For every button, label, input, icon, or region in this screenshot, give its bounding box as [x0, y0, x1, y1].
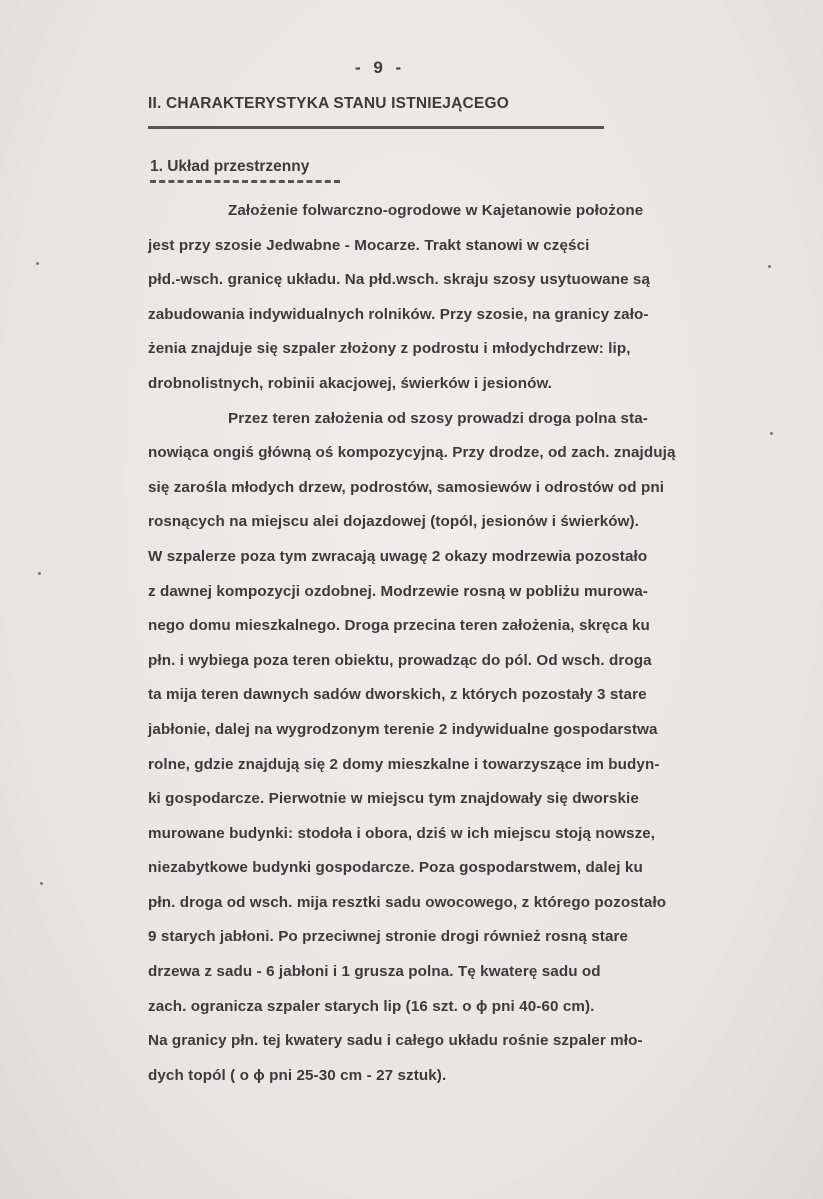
text-line: zabudowania indywidualnych rolników. Przy szosie, na granicy zało- — [148, 305, 649, 323]
text-line: niezabytkowe budynki gospodarcze. Poza gospodarstwem, dalej ku — [148, 859, 643, 877]
page-number: - 9 - — [355, 58, 406, 77]
scan-speck — [40, 882, 43, 885]
text-line: płn. droga od wsch. mija resztki sadu owocowego, z którego pozostało — [148, 893, 667, 911]
scan-speck — [770, 432, 773, 435]
text-line: drobnolistnych, robinii akacjowej, świerków i jesionów. — [148, 374, 553, 392]
text-line: jest przy szosie Jedwabne - Mocarze. Trakt stanowi w części — [148, 236, 590, 254]
text-line: płn. i wybiega poza teren obiektu, prowadząc do pól. Od wsch. droga — [148, 651, 652, 669]
scan-speck — [768, 265, 771, 268]
text-line: rosnących na miejscu alei dojazdowej (topól, jesionów i świerków). — [148, 513, 640, 531]
text-line: murowane budynki: stodoła i obora, dziś w ich miejscu stoją nowsze, — [148, 824, 656, 842]
text-line: 9 starych jabłoni. Po przeciwnej stronie drogi również rosną stare — [148, 928, 629, 946]
text-line: ki gospodarcze. Pierwotnie w miejscu tym znajdowały się dworskie — [148, 790, 639, 808]
body-text — [148, 200, 798, 1099]
section-underline — [150, 180, 340, 183]
text-line: ta mija teren dawnych sadów dworskich, z których pozostały 3 stare — [148, 686, 647, 704]
text-line: żenia znajduje się szpaler złożony z podrostu i młodychdrzew: lip, — [148, 340, 631, 358]
text-line: rolne, gdzie znajdują się 2 domy mieszkalne i towarzyszące im budyn- — [148, 755, 660, 773]
text-line: nowiąca ongiś główną oś kompozycyjną. Przy drodze, od zach. znajdują — [148, 444, 676, 462]
text-line: płd.-wsch. granicę układu. Na płd.wsch. skraju szosy usytuowane są — [148, 271, 651, 289]
text-line: dych topól ( o ϕ pni 25-30 cm - 27 sztuk). — [148, 1066, 447, 1084]
text-line: Przez teren założenia od szosy prowadzi droga polna sta- — [228, 409, 648, 427]
text-line: nego domu mieszkalnego. Droga przecina teren założenia, skręca ku — [148, 617, 650, 635]
text-line: drzewa z sadu - 6 jabłoni i 1 grusza polna. Tę kwaterę sadu od — [148, 963, 601, 981]
scan-speck — [36, 262, 39, 265]
text-line: się zarośla młodych drzew, podrostów, samosiewów i odrostów od pni — [148, 478, 665, 496]
text-line: W szpalerze poza tym zwracają uwagę 2 okazy modrzewia pozostało — [148, 547, 648, 565]
text-line: Założenie folwarczno-ogrodowe w Kajetanowie położone — [228, 202, 644, 219]
chapter-title: II. CHARAKTERYSTYKA STANU ISTNIEJĄCEGO — [148, 95, 509, 112]
text-line: zach. ogranicza szpaler starych lip (16 szt. o ϕ pni 40-60 cm). — [148, 997, 595, 1015]
scan-speck — [38, 572, 41, 575]
text-line: Na granicy płn. tej kwatery sadu i całego układu rośnie szpaler mło- — [148, 1032, 643, 1050]
section-title: 1. Układ przestrzenny — [150, 158, 310, 175]
chapter-underline — [148, 126, 604, 129]
text-line: z dawnej kompozycji ozdobnej. Modrzewie rosną w pobliżu murowa- — [148, 582, 648, 600]
text-line: jabłonie, dalej na wygrodzonym terenie 2 indywidualne gospodarstwa — [148, 720, 658, 738]
